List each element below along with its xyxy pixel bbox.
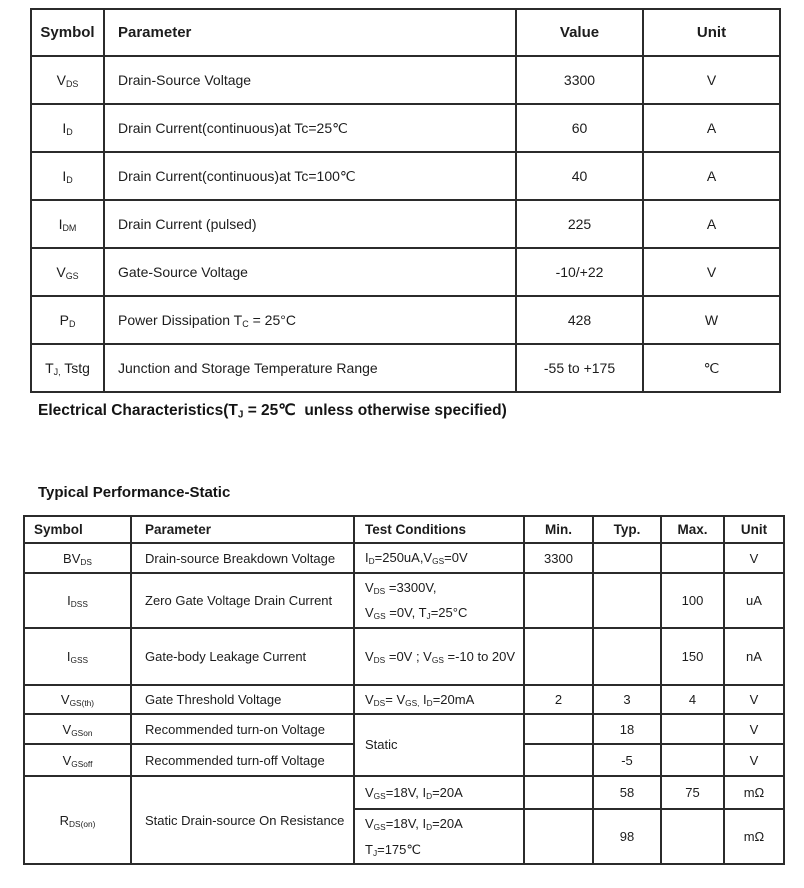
unit-cell: ℃ bbox=[643, 344, 780, 392]
unit-cell: W bbox=[643, 296, 780, 344]
symbol-cell: $I_{DSS}$ bbox=[24, 573, 131, 628]
unit-cell: V bbox=[724, 744, 784, 776]
unit-cell: mΩ bbox=[724, 776, 784, 809]
table-row bbox=[31, 152, 780, 200]
unit-cell: V bbox=[643, 248, 780, 296]
test-conditions-cell: $V_{DS} =3300V$, $V_{GS} =0V$, $T_J=25^\circ C$ bbox=[354, 573, 524, 628]
typ-cell: 98 bbox=[593, 809, 661, 864]
header-min: Min. bbox=[524, 516, 593, 543]
min-cell bbox=[524, 573, 593, 628]
typ-cell bbox=[593, 628, 661, 685]
symbol-cell: $V_{DS}$ bbox=[31, 56, 104, 104]
test-conditions-cell: $I_D=250uA,V_{GS}=0V$ bbox=[354, 543, 524, 573]
test-conditions-cell: $V_{GS}=18V$, $I_D=20A$ $T_J=175℃$ bbox=[354, 809, 524, 864]
max-cell bbox=[661, 744, 724, 776]
min-cell bbox=[524, 776, 593, 809]
typ-cell bbox=[593, 573, 661, 628]
header-unit: Unit bbox=[643, 9, 780, 56]
symbol-cell: $BV_{DS}$ bbox=[24, 543, 131, 573]
table-row bbox=[31, 200, 780, 248]
value-cell: 428 bbox=[516, 296, 643, 344]
table-row bbox=[31, 344, 780, 392]
value-cell: -55 to +175 bbox=[516, 344, 643, 392]
header-symbol: Symbol bbox=[31, 9, 104, 56]
table-header-row bbox=[31, 9, 780, 56]
header-parameter: Parameter bbox=[104, 9, 516, 56]
header-unit: Unit bbox=[724, 516, 784, 543]
min-cell: 3300 bbox=[524, 543, 593, 573]
typical-performance-static-table bbox=[23, 515, 785, 865]
max-cell: 75 bbox=[661, 776, 724, 809]
parameter-cell: Recommended turn-off Voltage bbox=[131, 744, 354, 776]
parameter-cell: Static Drain-source On Resistance bbox=[131, 776, 354, 864]
parameter-cell: Recommended turn-on Voltage bbox=[131, 714, 354, 744]
max-cell: 100 bbox=[661, 573, 724, 628]
typ-cell: 18 bbox=[593, 714, 661, 744]
parameter-cell: Gate Threshold Voltage bbox=[131, 685, 354, 714]
table-row bbox=[31, 248, 780, 296]
symbol-cell: $I_{DM}$ bbox=[31, 200, 104, 248]
unit-cell: nA bbox=[724, 628, 784, 685]
max-cell: 4 bbox=[661, 685, 724, 714]
max-cell bbox=[661, 809, 724, 864]
symbol-cell: $R_{DS(on)}$ bbox=[24, 776, 131, 864]
unit-cell: uA bbox=[724, 573, 784, 628]
electrical-characteristics-heading: Electrical $Characteristics(T_J$ = 25℃ unless otherwise specified) bbox=[38, 402, 507, 421]
header-parameter: Parameter bbox=[131, 516, 354, 543]
typ-cell bbox=[593, 543, 661, 573]
typ-cell: 3 bbox=[593, 685, 661, 714]
unit-cell: mΩ bbox=[724, 809, 784, 864]
parameter-cell: Zero Gate Voltage Drain Current bbox=[131, 573, 354, 628]
table-row bbox=[24, 543, 784, 573]
value-cell: 60 bbox=[516, 104, 643, 152]
symbol-cell: $I_D$ bbox=[31, 104, 104, 152]
parameter-cell: Drain Current(continuous)at Tc=25℃ bbox=[104, 104, 516, 152]
min-cell bbox=[524, 628, 593, 685]
symbol-cell: $I_D$ bbox=[31, 152, 104, 200]
unit-cell: V bbox=[724, 685, 784, 714]
header-max: Max. bbox=[661, 516, 724, 543]
symbol-cell: $V_{GSoff}$ bbox=[24, 744, 131, 776]
unit-cell: V bbox=[724, 714, 784, 744]
parameter-cell: Drain-source Breakdown Voltage bbox=[131, 543, 354, 573]
value-cell: 40 bbox=[516, 152, 643, 200]
table-row bbox=[31, 56, 780, 104]
test-conditions-cell: $V_{DS} =0V$ ; $V_{GS} =-10$ to 20V bbox=[354, 628, 524, 685]
max-cell: 150 bbox=[661, 628, 724, 685]
unit-cell: V bbox=[724, 543, 784, 573]
header-typ: Typ. bbox=[593, 516, 661, 543]
typical-performance-static-heading: Typical Performance-Static bbox=[38, 484, 231, 501]
unit-cell: A bbox=[643, 200, 780, 248]
table-row bbox=[31, 104, 780, 152]
symbol-cell: $V_{GSon}$ bbox=[24, 714, 131, 744]
symbol-cell: $T_{J,}$ Tstg bbox=[31, 344, 104, 392]
parameter-cell: Gate-Source Voltage bbox=[104, 248, 516, 296]
parameter-cell: Drain Current(continuous)at Tc=100℃ bbox=[104, 152, 516, 200]
test-conditions-cell: $V_{DS}= V_{GS,}$ $I_D=20mA$ bbox=[354, 685, 524, 714]
parameter-cell: Drain-Source Voltage bbox=[104, 56, 516, 104]
value-cell: 3300 bbox=[516, 56, 643, 104]
symbol-cell: $I_{GSS}$ bbox=[24, 628, 131, 685]
max-cell bbox=[661, 714, 724, 744]
absolute-maximum-ratings-table bbox=[30, 8, 781, 393]
min-cell: 2 bbox=[524, 685, 593, 714]
min-cell bbox=[524, 744, 593, 776]
typ-cell: 58 bbox=[593, 776, 661, 809]
max-cell bbox=[661, 543, 724, 573]
header-value: Value bbox=[516, 9, 643, 56]
unit-cell: A bbox=[643, 152, 780, 200]
symbol-cell: $P_D$ bbox=[31, 296, 104, 344]
table-row bbox=[24, 628, 784, 685]
table-row bbox=[24, 573, 784, 628]
header-symbol: Symbol bbox=[24, 516, 131, 543]
header-test-conditions: Test Conditions bbox=[354, 516, 524, 543]
parameter-cell: Gate-body Leakage Current bbox=[131, 628, 354, 685]
table-row bbox=[24, 714, 784, 744]
parameter-cell: Junction and Storage Temperature Range bbox=[104, 344, 516, 392]
symbol-cell: $V_{GS}$ bbox=[31, 248, 104, 296]
table-row bbox=[24, 776, 784, 809]
value-cell: -10/+22 bbox=[516, 248, 643, 296]
test-conditions-cell: Static bbox=[354, 714, 524, 776]
parameter-cell: Power Dissipation $T_C = 25^\circ C$ bbox=[104, 296, 516, 344]
table-row bbox=[24, 685, 784, 714]
min-cell bbox=[524, 809, 593, 864]
symbol-cell: $V_{GS(th)}$ bbox=[24, 685, 131, 714]
parameter-cell: Drain Current (pulsed) bbox=[104, 200, 516, 248]
unit-cell: A bbox=[643, 104, 780, 152]
test-conditions-cell: $V_{GS}=18V$, $I_D=20A$ bbox=[354, 776, 524, 809]
typ-cell: -5 bbox=[593, 744, 661, 776]
value-cell: 225 bbox=[516, 200, 643, 248]
unit-cell: V bbox=[643, 56, 780, 104]
table-header-row bbox=[24, 516, 784, 543]
table-row bbox=[31, 296, 780, 344]
min-cell bbox=[524, 714, 593, 744]
